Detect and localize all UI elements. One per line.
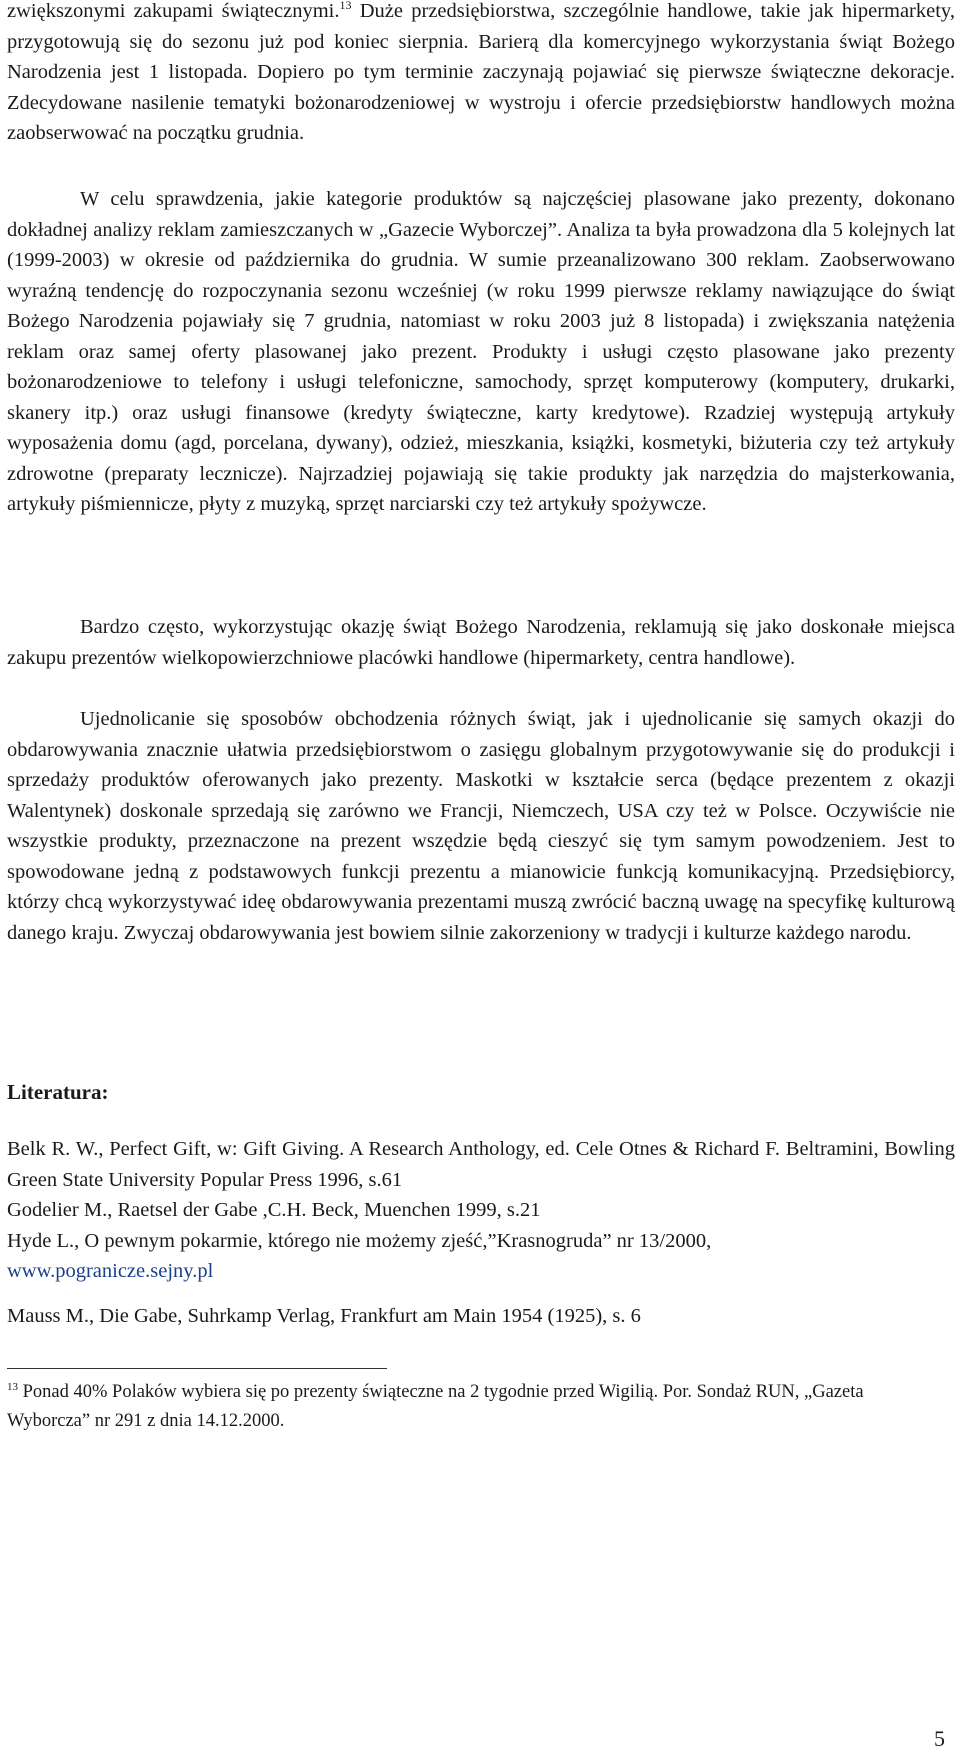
reference-list — [7, 1134, 955, 1331]
footnote — [7, 1378, 927, 1436]
page-number: 5 — [934, 1726, 945, 1751]
reference-belk: Belk R. W., Perfect Gift, w: Gift Giving. A Research Anthology, ed. Cele Otnes & Richard F. Beltramini, Bowling Green State University Popular Press 1996, s.61 — [7, 1138, 955, 1191]
reference-mauss: Mauss M., Die Gabe, Suhrkamp Verlag, Frankfurt am Main 1954 (1925), s. 6 — [7, 1304, 641, 1327]
paragraph-1 — [7, 0, 955, 149]
paragraph-3: Bardzo często, wykorzystując okazję świąt Bożego Narodzenia, reklamują się jako doskonałe miejsca zakupu prezentów wielkopowierzchniowe placówki handlowe (hipermarkety, centra handlowe). — [7, 616, 955, 669]
paragraph-1-rest: Duże przedsiębiorstwa, szczególnie handlowe, takie jak hipermarkety, przygotowują się do sezonu już pod koniec sierpnia. Barierą dla komercyjnego wykorzystania świąt Bożego Narodzenia jest 1 listopada. Dopiero po tym terminie zaczynają pojawiać się pierwsze świąteczne dekoracje. Zdecydowane nasilenie tematyki bożonarodzeniowej w wystroju i ofercie przedsiębiorstw handlowych można zaobserwować na początku grudnia. — [7, 0, 955, 144]
paragraph-1-start: zwiększonymi zakupami świątecznymi. — [7, 0, 340, 22]
footnote-divider — [7, 1368, 387, 1369]
footnote-reference[interactable]: 13 — [339, 0, 352, 13]
reference-hyde-link[interactable]: www.pogranicze.sejny.pl — [7, 1260, 214, 1282]
footnote-marker: 13 — [7, 1380, 18, 1393]
literature-heading: Literatura: — [7, 1080, 109, 1104]
footnote-text: Ponad 40% Polaków wybiera się po prezenty świąteczne na 2 tygodnie przed Wigilią. Por. Sondaż RUN, „Gazeta Wyborcza” nr 291 z dnia 14.12.2000. — [7, 1382, 864, 1431]
paragraph-2: W celu sprawdzenia, jakie kategorie produktów są najczęściej plasowane jako prezenty, dokonano dokładnej analizy reklam zamieszczanych w „Gazecie Wyborczej”. Analiza ta była prowadzona dla 5 kolejnych lat (1999-2003) w okresie od października do grudnia. W sumie przeanalizowano 300 reklam. Zaobserwowano wyraźną tendencję do rozpoczynania sezonu wcześniej (w roku 1999 pierwsze reklamy nawiązujące do świąt Bożego Narodzenia pojawiały się 7 grudnia, natomiast w roku 2003 już 8 listopada) i zwiększania natężenia reklam oraz samej oferty plasowanej jako prezent. Produkty i usługi często plasowane jako prezenty bożonarodzeniowe to telefony i usługi telefoniczne, samochody, sprzęt komputerowy (komputery, drukarki, skanery itp.) oraz usługi finansowe (kredyty świąteczne, karty kredytowe). Rzadziej występują artykuły wyposażenia domu (agd, porcelana, dywany), odzież, mieszkania, książki, kosmetyki, biżuteria czy też artykuły zdrowotne (preparaty lecznicze). Najrzadziej pojawiają się takie produkty jak narzędzia do majsterkowania, artykuły piśmiennicze, płyty z muzyką, sprzęt narciarski czy też artykuły spożywcze. — [7, 188, 955, 515]
reference-godelier: Godelier M., Raetsel der Gabe ,C.H. Beck, Muenchen 1999, s.21 — [7, 1199, 541, 1221]
paragraph-4: Ujednolicanie się sposobów obchodzenia różnych świąt, jak i ujednolicanie się samych okazji do obdarowywania znacznie ułatwia przedsiębiorstwom o zasięgu globalnym przygotowywanie się do produkcji i sprzedaży produktów oferowanych jako prezenty. Maskotki w kształcie serca (będące prezentem z okazji Walentynek) doskonale sprzedają się zarówno we Francji, Niemczech, USA czy też w Polsce. Oczywiście nie wszystkie produkty, przeznaczone na prezent wszędzie będą cieszyć się tym samym powodzeniem. Jest to spowodowane jedną z podstawowych funkcji prezentu a mianowicie funkcją komunikacyjną. Przedsiębiorcy, którzy chcą wykorzystywać ideę obdarowywania prezentami muszą zwrócić baczną uwagę na specyfikę kulturową danego kraju. Zwyczaj obdarowywania jest bowiem silnie zakorzeniony w tradycji i kulturze każdego narodu. — [7, 708, 955, 944]
reference-hyde — [7, 1226, 955, 1287]
reference-hyde-text: Hyde L., O pewnym pokarmie, którego nie możemy zjeść,”Krasnogruda” nr 13/2000, — [7, 1229, 712, 1252]
